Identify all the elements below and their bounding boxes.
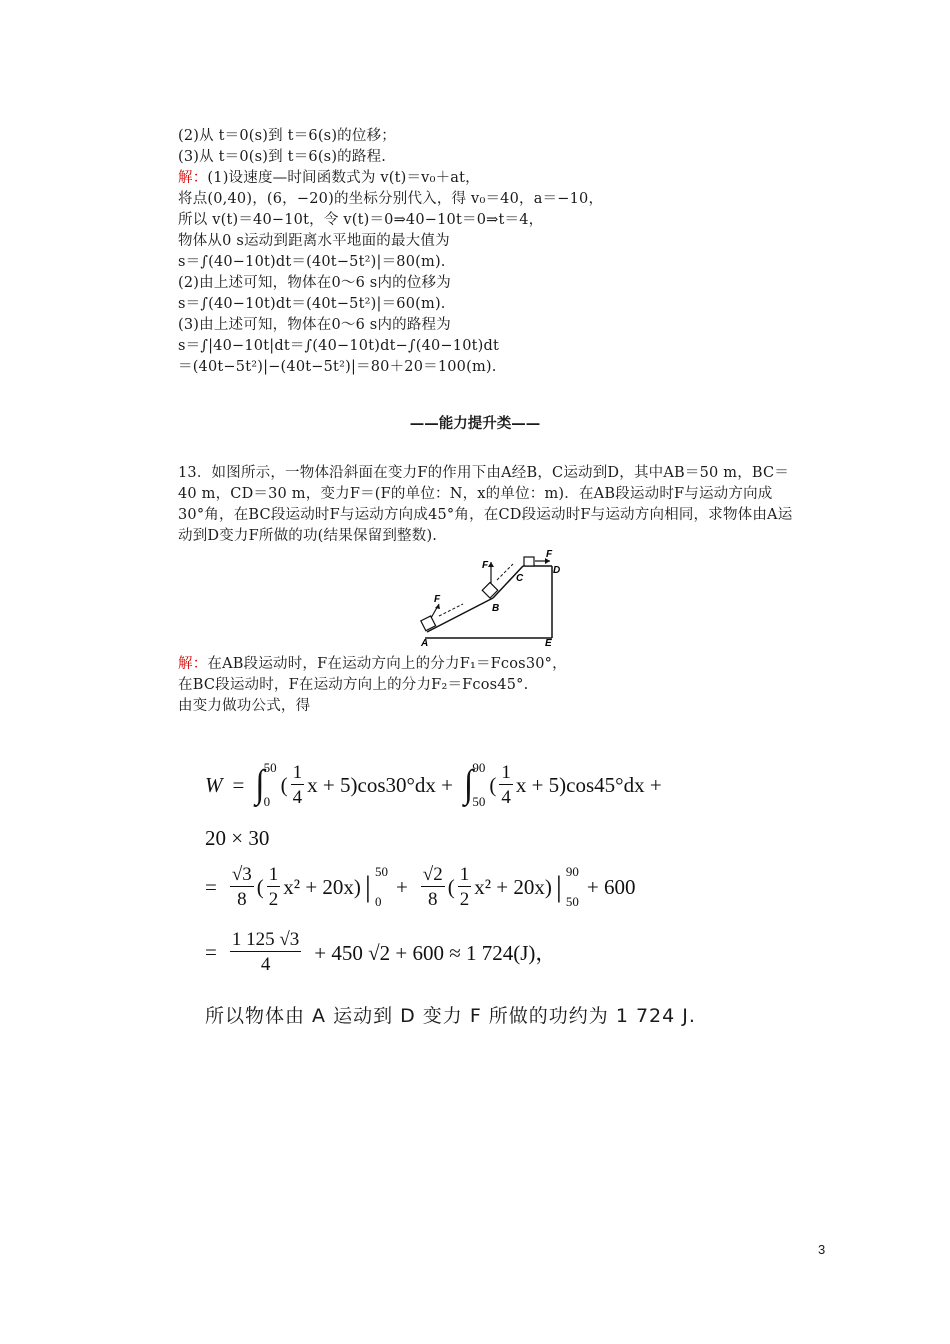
fraction-sqrt2-8: $\frac{√2}{8}$ bbox=[422, 864, 443, 910]
fraction-1-2: $\frac{1}{2}$ bbox=[268, 864, 279, 910]
upper-limit: 90 bbox=[472, 760, 486, 775]
formula-row-4 bbox=[205, 930, 556, 974]
plus-sign: + bbox=[395, 874, 408, 899]
equals-sign: = bbox=[232, 772, 245, 797]
w-symbol: W bbox=[205, 772, 223, 797]
text-line: s＝∫(40−10t)dt＝(40t−5t²)|＝60(m). bbox=[178, 296, 446, 312]
solution-13-line2: 在BC段运动时，F在运动方向上的分力F₂＝Fcos45°. bbox=[178, 677, 529, 693]
lower-limit: 50 bbox=[472, 794, 486, 809]
inner-term: x² + 20x) bbox=[283, 874, 361, 899]
formula-row-1 bbox=[205, 760, 662, 810]
integral-1: ∫ 50 0 bbox=[255, 760, 277, 809]
formula-row-2: 20 × 30 bbox=[205, 826, 270, 850]
label-e: E bbox=[545, 638, 552, 648]
term: x + 5) bbox=[515, 772, 567, 797]
incline-figure bbox=[415, 548, 575, 648]
evaluation-bar-2: | 90 50 bbox=[555, 864, 579, 909]
text-line: ＝(40t−5t²)|−(40t−5t²)|＝80＋20＝100(m). bbox=[178, 359, 497, 375]
solution-label: 解： bbox=[178, 170, 208, 186]
text-line: (2)从 t＝0(s)到 t＝6(s)的位移； bbox=[178, 128, 396, 144]
lower-limit: 0 bbox=[263, 794, 271, 809]
cos30-term: cos30°dx + bbox=[357, 772, 453, 797]
label-f2: F bbox=[482, 560, 489, 571]
text-line: 将点(0,40)，(6，−20)的坐标分别代入，得 v₀＝40，a＝−10， bbox=[178, 191, 604, 207]
page-number: 3 bbox=[818, 1242, 826, 1257]
evaluation-bar-1: | 50 0 bbox=[364, 864, 388, 909]
text-line: 物体从0 s运动到距离水平地面的最大值为 bbox=[178, 233, 450, 249]
label-d: D bbox=[553, 565, 561, 576]
solution-line bbox=[178, 168, 480, 188]
plus-600: + 600 bbox=[586, 874, 636, 899]
text-line: (3)由上述可知，物体在0～6 s内的路程为 bbox=[178, 317, 451, 333]
inner-term: x² + 20x) bbox=[474, 874, 552, 899]
problem-13-text: 13．如图所示，一物体沿斜面在变力F的作用下由A经B，C运动到D，其中AB＝50 m，BC＝40 m，CD＝30 m，变力F＝(F的单位：N，x的单位：m)．在AB段运动时F与运动方向成30°角，在BC段运动时F与运动方向成45°角，在CD段运动时F与运动方向相同，求物体由A运动到D变力F所做的功(结果保留到整数). bbox=[178, 465, 793, 544]
fraction-sqrt3-8: $\frac{√3}{8}$ bbox=[231, 864, 252, 910]
solution-text: (1)设速度—时间函数式为 v(t)＝v₀＋at， bbox=[207, 170, 480, 186]
label-f1: F bbox=[434, 594, 441, 605]
solution-13-line3: 由变力做功公式，得 bbox=[178, 698, 311, 714]
result-tail: + 450 √2 + 600 ≈ 1 724(J)， bbox=[314, 941, 557, 965]
label-a: A bbox=[421, 638, 429, 648]
label-b: B bbox=[492, 603, 500, 614]
label-c: C bbox=[516, 573, 524, 584]
text-line: (2)由上述可知，物体在0～6 s内的位移为 bbox=[178, 275, 451, 291]
block-c bbox=[524, 557, 534, 566]
solution-13-line1 bbox=[178, 654, 567, 674]
paren: ( bbox=[489, 772, 497, 797]
equals-sign: = bbox=[205, 874, 217, 899]
text-line: 所以 v(t)＝40−10t，令 v(t)＝0⇒40−10t＝0⇒t＝4， bbox=[178, 212, 544, 228]
label-f3: F bbox=[546, 549, 553, 560]
term: x + 5) bbox=[307, 772, 358, 797]
upper-limit: 50 bbox=[263, 760, 277, 775]
fraction-1-2: $\frac{1}{2}$ bbox=[459, 864, 470, 910]
cos45-term: cos45°dx + bbox=[566, 772, 662, 797]
equals-sign: = bbox=[205, 939, 217, 964]
integral-2: ∫ 90 50 bbox=[464, 760, 486, 809]
solution-label: 解： bbox=[178, 656, 208, 672]
fraction-1-4: $\frac{1}{4}$ bbox=[501, 762, 511, 808]
formula-row-3: = $\frac{√3}{8}$ ( $\frac{1}{2}$ x² + 20x) | 50 0 + $\frac{√2}{8}$ ( $\frac{1}{2}$ x² + 20x) | 90 50 + 600 bbox=[205, 864, 636, 910]
conclusion-line: 所以物体由 A 运动到 D 变力 F 所做的功约为 1 724 J. bbox=[205, 1005, 696, 1027]
paren: ( bbox=[280, 772, 288, 797]
fraction-1-4: $\frac{1}{4}$ bbox=[292, 762, 303, 808]
solution-text: 在AB段运动时，F在运动方向上的分力F₁＝Fcos30°， bbox=[207, 656, 567, 672]
fraction-result: $\frac{1 125 √3}{4}$ bbox=[231, 929, 300, 975]
text-line: s＝∫|40−10t|dt＝∫(40−10t)dt−∫(40−10t)dt bbox=[178, 338, 500, 354]
text-line: (3)从 t＝0(s)到 t＝6(s)的路程. bbox=[178, 149, 387, 165]
section-title: ——能力提升类—— bbox=[409, 415, 541, 432]
text-line: s＝∫(40−10t)dt＝(40t−5t²)|＝80(m). bbox=[178, 254, 446, 270]
